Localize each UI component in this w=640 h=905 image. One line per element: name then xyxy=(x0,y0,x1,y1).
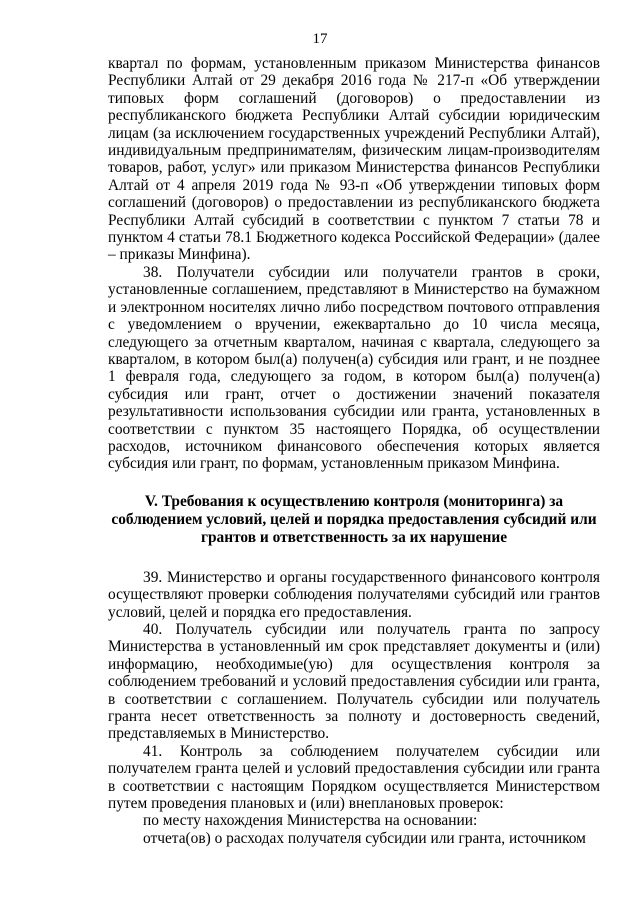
page-number: 17 xyxy=(312,31,328,47)
paragraph: отчета(ов) о расходах получателя субсидии или гранта, источником xyxy=(143,829,586,847)
section-heading: V. Требования к осуществлению контроля (мониторинга) за соблюдением условий, целей и порядка предоставления субсидий или грантов и ответственность за их нарушение xyxy=(111,492,597,546)
paragraph: 40. Получатель субсидии или получатель гранта по запросу Министерства в установленный им срок представляет документы и (или) информацию, необходимые(ую) для осуществления контроля за соблюдением требований и условий предоставления субсидии или гранта, в соответствии с соглашением. Получатель субсидии или получатель гранта несет ответственность за полноту и достоверность сведений, представляемых в Министерство. xyxy=(108,620,600,743)
paragraph: 38. Получатели субсидии или получатели грантов в сроки, установленные соглашением, представляют в Министерство на бумажном и электронном носителях лично либо посредством почтового отправления с уведомлением о вручении, ежеквартально до 10 числа месяца, следующего за отчетным кварталом, начиная с квартала, следующего за кварталом, в котором был(а) получен(а) субсидия или грант, и не позднее 1 февраля года, следующего за годом, в котором был(а) получен(а) субсидия или грант, отчет о достижении значений показателя результативности использования субсидии или гранта, установленных в соответствии с пунктом 35 настоящего Порядка, об осуществлении расходов, источником финансового обеспечения которых является субсидия или грант, по формам, установленным приказом Минфина. xyxy=(108,263,600,473)
paragraphs-before-heading xyxy=(108,55,600,473)
paragraphs-after-heading xyxy=(108,569,600,848)
paragraph: 39. Министерство и органы государственного финансового контроля осуществляют проверки соблюдения получателями субсидий или грантов условий, целей и порядка его предоставления. xyxy=(108,568,600,621)
paragraph: квартал по формам, установленным приказом Министерства финансов Республики Алтай от 29 декабря 2016 года № 217-п «Об утверждении типовых форм соглашений (договоров) о предоставлении из республиканского бюджета Республики Алтай субсидии юридическим лицам (за исключением государственных учреждений Республики Алтай), индивидуальным предпринимателям, физическим лицам-производителям товаров, работ, услуг» или приказом Министерства финансов Республики Алтай от 4 апреля 2019 года № 93-п «Об утверждении типовых форм соглашений (договоров) о предоставлении из республиканского бюджета Республики Алтай субсидий в соответствии с пунктом 7 статьи 78 и пунктом 4 статьи 78.1 Бюджетного кодекса Российской Федерации» (далее – приказы Минфина). xyxy=(108,55,600,264)
paragraph: 41. Контроль за соблюдением получателем субсидии или получателем гранта целей и условий предоставления субсидии или гранта в соответствии с настоящим Порядком осуществляется Министерством путем проведения плановых и (или) внеплановых проверок: xyxy=(108,742,600,813)
paragraph: по месту нахождения Министерства на основании: xyxy=(143,812,478,830)
page-content xyxy=(108,55,600,847)
